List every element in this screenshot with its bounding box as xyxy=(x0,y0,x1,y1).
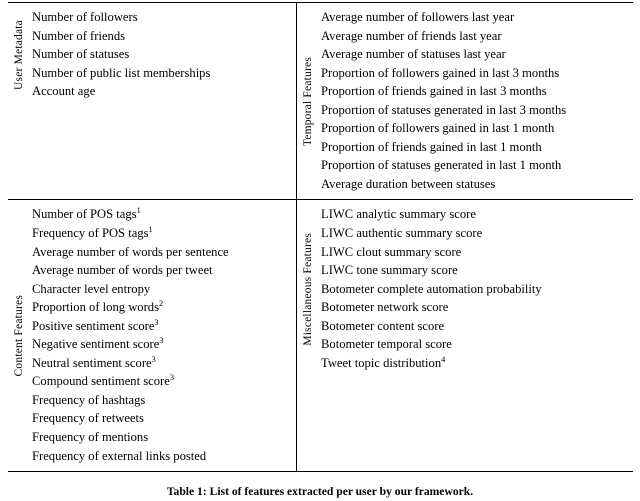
footnote-marker: 3 xyxy=(151,354,156,364)
list-item: Frequency of hashtags xyxy=(32,392,146,407)
list-item: Number of public list memberships xyxy=(32,65,211,80)
list-item: Proportion of followers gained in last 1 month xyxy=(321,121,555,136)
list-item: Number of friends xyxy=(32,28,126,43)
list-item: Account age xyxy=(32,84,96,99)
list-item: LIWC tone summary score xyxy=(321,263,458,278)
table-row xyxy=(8,200,633,472)
row-label-content-features: Content Features xyxy=(13,295,25,377)
list-item: Average number of statuses last year xyxy=(321,47,506,62)
list-item: Proportion of friends gained in last 3 months xyxy=(321,84,547,99)
features-table-wrapper xyxy=(8,2,632,472)
footnote-marker: 3 xyxy=(159,336,164,346)
footnote-marker: 4 xyxy=(441,354,446,364)
list-item: Proportion of long words$^2$ xyxy=(32,299,164,315)
feature-list-user-metadata xyxy=(30,3,296,107)
feature-list-temporal-features xyxy=(319,3,633,199)
table-caption-text: List of features extracted per user by our framework. xyxy=(209,485,474,498)
list-item: Botometer temporal score xyxy=(321,337,452,352)
list-item: Frequency of external links posted xyxy=(32,448,207,463)
quadrant-miscellaneous-features xyxy=(297,200,634,472)
table-caption xyxy=(0,485,640,498)
list-item: Botometer complete automation probability xyxy=(321,281,542,296)
row-label-miscellaneous-features: Miscellaneous Features xyxy=(302,233,314,346)
list-item: Frequency of retweets xyxy=(32,411,144,426)
list-item: Character level entropy xyxy=(32,281,151,296)
list-item: Proportion of statuses generated in last 1 month xyxy=(321,158,562,173)
feature-list-content-features xyxy=(30,200,296,471)
features-table xyxy=(8,2,633,472)
list-item: LIWC analytic summary score xyxy=(321,207,476,222)
list-item: Average number of words per sentence xyxy=(32,244,229,259)
list-item: Negative sentiment score$^3$ xyxy=(32,336,164,352)
quadrant-temporal-features xyxy=(297,3,634,200)
row-label-user-metadata: User Metadata xyxy=(13,19,25,90)
row-label-temporal-features: Temporal Features xyxy=(302,56,314,146)
list-item: Botometer network score xyxy=(321,300,449,315)
list-item: LIWC clout summary score xyxy=(321,244,462,259)
quadrant-user-metadata xyxy=(8,3,297,200)
list-item: Number of statuses xyxy=(32,47,130,62)
list-item: Average number of words per tweet xyxy=(32,263,213,278)
list-item: Proportion of statuses generated in last 3 months xyxy=(321,102,567,117)
quadrant-content-features xyxy=(8,200,297,472)
footnote-marker: 3 xyxy=(169,373,174,383)
list-item: Average duration between statuses xyxy=(321,176,496,191)
feature-list-miscellaneous-features xyxy=(319,200,633,378)
table-caption-label: Table 1: xyxy=(166,485,207,498)
list-item: Proportion of followers gained in last 3 months xyxy=(321,65,560,80)
table-row xyxy=(8,3,633,200)
list-item: Compound sentiment score$^3$ xyxy=(32,373,174,389)
footnote-marker: 3 xyxy=(154,317,159,327)
list-item: Average number of followers last year xyxy=(321,10,515,24)
list-item: Botometer content score xyxy=(321,318,445,333)
list-item: Neutral sentiment score$^3$ xyxy=(32,354,156,370)
footnote-marker: 1 xyxy=(136,206,141,216)
list-item: Number of POS tags$^1$ xyxy=(32,206,141,222)
list-item: Average number of friends last year xyxy=(321,28,502,43)
list-item: Positive sentiment score$^3$ xyxy=(32,317,159,333)
list-item: Tweet topic distribution$^4$ xyxy=(321,354,446,370)
list-item: Proportion of friends gained in last 1 month xyxy=(321,139,542,154)
list-item: Frequency of POS tags$^1$ xyxy=(32,224,153,241)
list-item: Number of followers xyxy=(32,10,138,24)
list-item: Frequency of mentions xyxy=(32,430,149,445)
footnote-marker: 2 xyxy=(158,299,164,309)
list-item: LIWC authentic summary score xyxy=(321,226,483,241)
footnote-marker: 1 xyxy=(148,224,153,234)
